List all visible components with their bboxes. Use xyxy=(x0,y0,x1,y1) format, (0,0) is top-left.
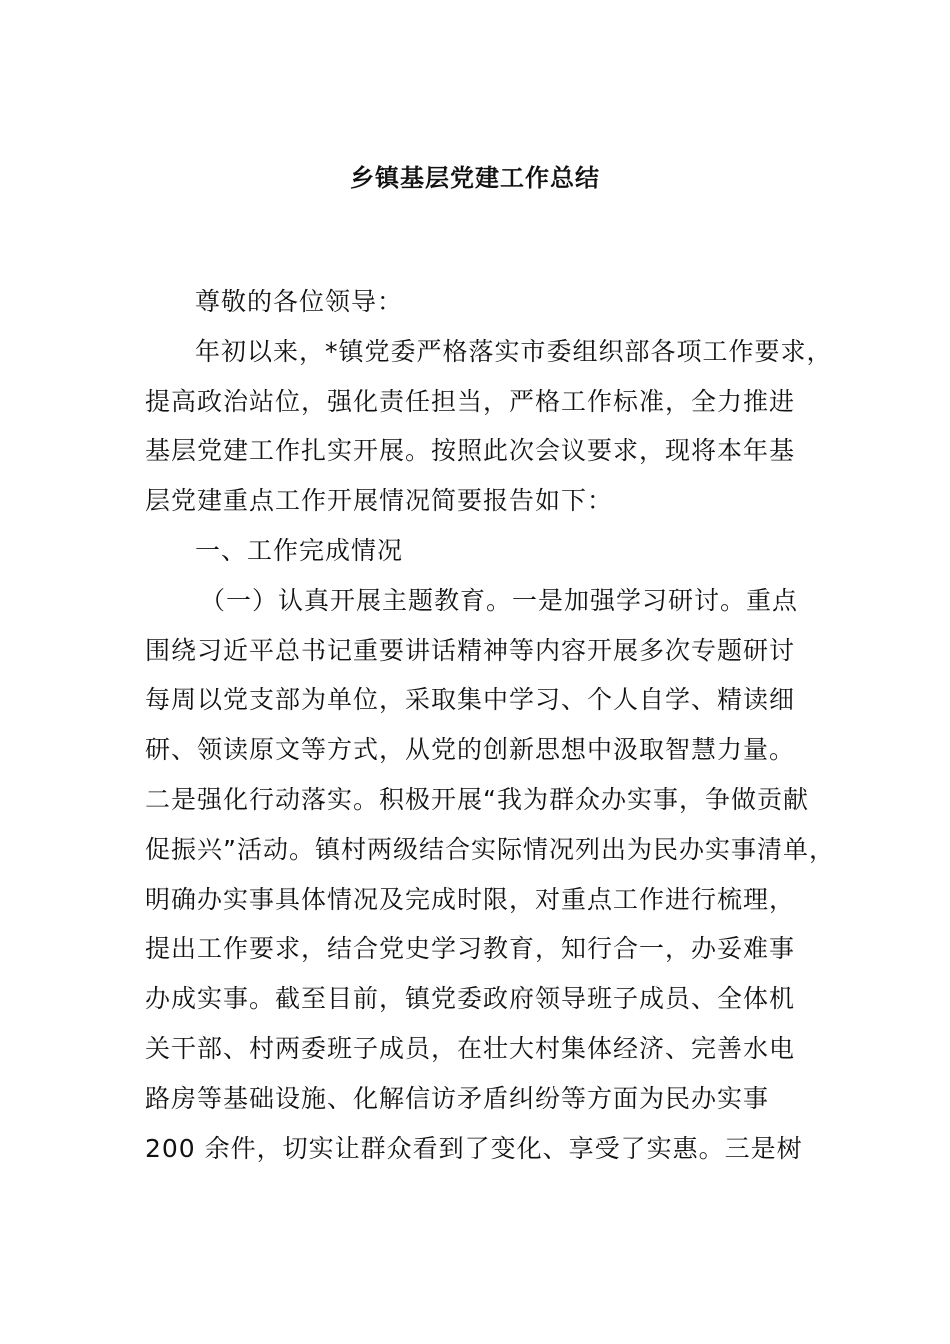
paragraph-line: 促振兴”活动。镇村两级结合实际情况列出为民办实事清单， xyxy=(145,835,835,864)
paragraph-line: 二是强化行动落实。积极开展“我为群众办实事，争做贡献 xyxy=(145,785,809,814)
paragraph-line: 层党建重点工作开展情况简要报告如下： xyxy=(145,486,614,515)
section-heading: 一、工作完成情况 xyxy=(195,536,404,565)
paragraph-line: 提高政治站位，强化责任担当，严格工作标准，全力推进 xyxy=(145,387,796,416)
paragraph-line: 基层党建工作扎实开展。按照此次会议要求，现将本年基 xyxy=(145,436,796,465)
paragraph-line: 200 余件，切实让群众看到了变化、享受了实惠。三是树 xyxy=(145,1134,803,1163)
paragraph-line: 年初以来，*镇党委严格落实市委组织部各项工作要求， xyxy=(195,337,833,366)
paragraph-line: 每周以党支部为单位，采取集中学习、个人自学、精读细 xyxy=(145,685,796,714)
paragraph-line: 研、领读原文等方式，从党的创新思想中汲取智慧力量。 xyxy=(145,735,796,764)
paragraph-line: 围绕习近平总书记重要讲话精神等内容开展多次专题研讨 xyxy=(145,636,796,665)
paragraph-line: 路房等基础设施、化解信访矛盾纠纷等方面为民办实事 xyxy=(145,1084,770,1113)
paragraph-line: 关干部、村两委班子成员，在壮大村集体经济、完善水电 xyxy=(145,1034,796,1063)
subsection-line: （一）认真开展主题教育。一是加强学习研讨。重点 xyxy=(200,586,799,615)
paragraph-line: 办成实事。截至目前，镇党委政府领导班子成员、全体机 xyxy=(145,984,796,1013)
paragraph-line: 提出工作要求，结合党史学习教育，知行合一，办妥难事 xyxy=(145,934,796,963)
document-title: 乡镇基层党建工作总结 xyxy=(350,164,600,192)
salutation: 尊敬的各位领导： xyxy=(195,287,404,316)
paragraph-line: 明确办实事具体情况及完成时限，对重点工作进行梳理， xyxy=(145,885,796,914)
